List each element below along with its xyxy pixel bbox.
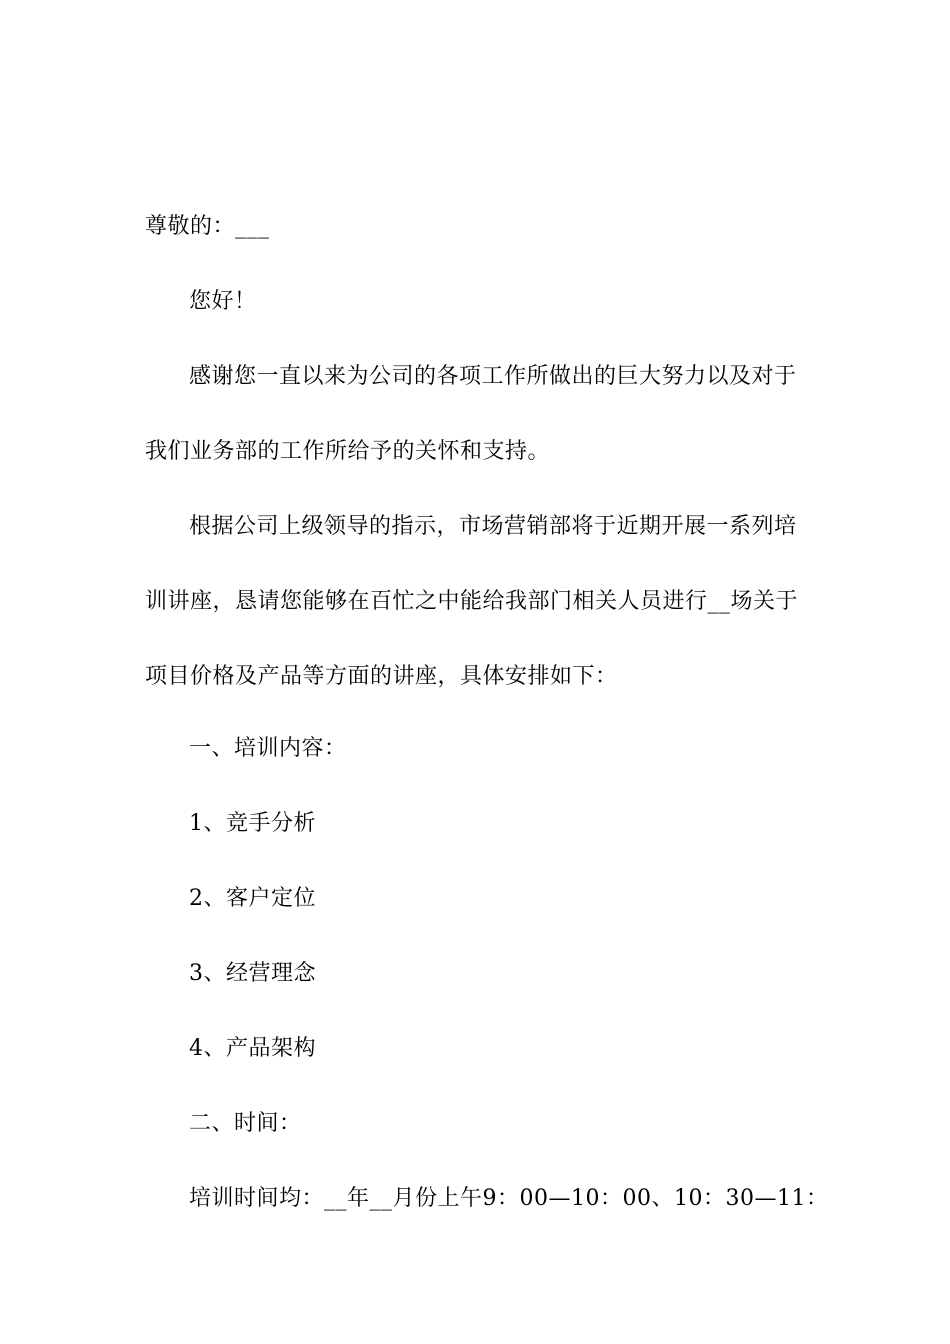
paragraph-2-line-1: 根据公司上级领导的指示，市场营销部将于近期开展一系列培 bbox=[189, 514, 797, 539]
salutation: 尊敬的：___ bbox=[145, 214, 270, 239]
list-item: 1、竞手分析 bbox=[189, 811, 316, 836]
greeting: 您好！ bbox=[189, 289, 257, 314]
section-2-heading: 二、时间： bbox=[189, 1111, 302, 1136]
list-item: 4、产品架构 bbox=[189, 1036, 316, 1061]
paragraph-1-line-2: 我们业务部的工作所给予的关怀和支持。 bbox=[145, 439, 551, 464]
paragraph-1-line-1: 感谢您一直以来为公司的各项工作所做出的巨大努力以及对于 bbox=[189, 364, 797, 389]
list-item: 3、经营理念 bbox=[189, 961, 316, 986]
paragraph-2-line-3: 项目价格及产品等方面的讲座，具体安排如下： bbox=[145, 664, 618, 689]
list-item: 2、客户定位 bbox=[189, 886, 316, 911]
training-time-line: 培训时间均：__年__月份上午9：00—10：00、10：30—11： bbox=[189, 1186, 829, 1211]
section-1-heading: 一、培训内容： bbox=[189, 736, 347, 761]
paragraph-2-line-2: 训讲座，恳请您能够在百忙之中能给我部门相关人员进行__场关于 bbox=[145, 589, 799, 614]
